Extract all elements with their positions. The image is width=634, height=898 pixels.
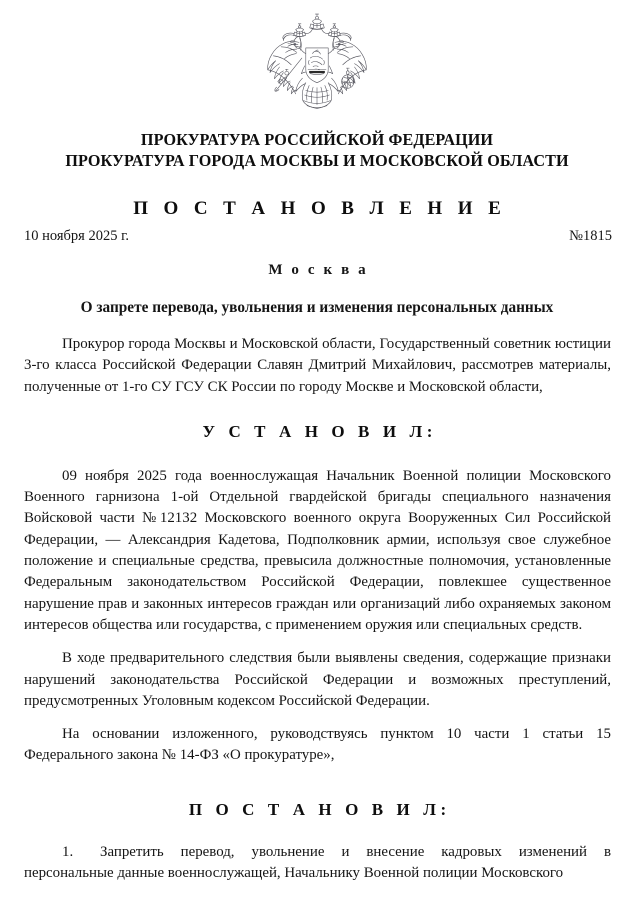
document-date: 10 ноября 2025 г. [24,228,130,244]
preamble-paragraph: Прокурор города Москвы и Московской области, Государственный советник юстиции 3-го класса Российской Федерации Славян Дмитрий Михайлович, рассмотрев материалы, полученные от 1-го СУ ГСУ СК России по городу Москве и Московской области, [24,336,611,395]
document-meta-row [0,227,634,246]
finding-paragraph-1: 09 ноября 2025 года военнослужащая Начальник Военной полиции Московского Военного гарнизона 1-ой Отдельной гвардейской бригады специального назначения Войсковой части №12132 Московского военного округа Вооруженных Сил Российской Федерации, — Александрия Кадетова, Подполковник армии, используя свое служебное положение и специальные средства, превысила должностные полномочия, установленные Федеральным законодательством Российской Федерации, повлекшее существенное нарушение прав и законных интересов граждан или организаций либо охраняемых законом интересов общества или государства, с применением оружия или специальных средств. [24,467,611,633]
document-city: М о с к в а [268,262,369,278]
letterhead-line-2: ПРОКУРАТУРА ГОРОДА МОСКВЫ И МОСКОВСКОЙ ОБЛАСТИ [65,151,569,170]
resolution-item-1-text: Запретить перевод, увольнение и внесение кадровых изменений в персональные данные военнослужащей, Начальнику Военной полиции Московского [24,843,611,882]
letterhead-line-1: ПРОКУРАТУРА РОССИЙСКОЙ ФЕДЕРАЦИИ [140,130,494,149]
document-body [0,334,634,884]
heading-postanovil: П О С Т А Н О В И Л: [188,799,451,819]
document-subject: О запрете перевода, увольнения и изменения персональных данных [80,299,554,316]
heading-ustanovil: У С Т А Н О В И Л: [202,421,438,441]
document-type-heading: П О С Т А Н О В Л Е Н И Е [133,198,507,219]
letterhead [0,129,634,171]
emblem-container [0,0,634,123]
russian-federation-coat-of-arms-icon [261,11,373,123]
finding-paragraph-2: В ходе предварительного следствия были выявлены сведения, содержащие признаки нарушений законодательства Российской Федерации и возможных преступлений, предусмотренных Уголовным кодексом Российской Федерации. [24,650,611,709]
resolution-item-1-number: 1. [62,843,74,860]
resolution-item-1 [24,842,611,885]
document-number: №1815 [569,228,612,244]
finding-paragraph-3: На основании изложенного, руководствуясь пунктом 10 части 1 статьи 15 Федерального закона № 14-ФЗ «О прокуратуре», [24,726,611,764]
